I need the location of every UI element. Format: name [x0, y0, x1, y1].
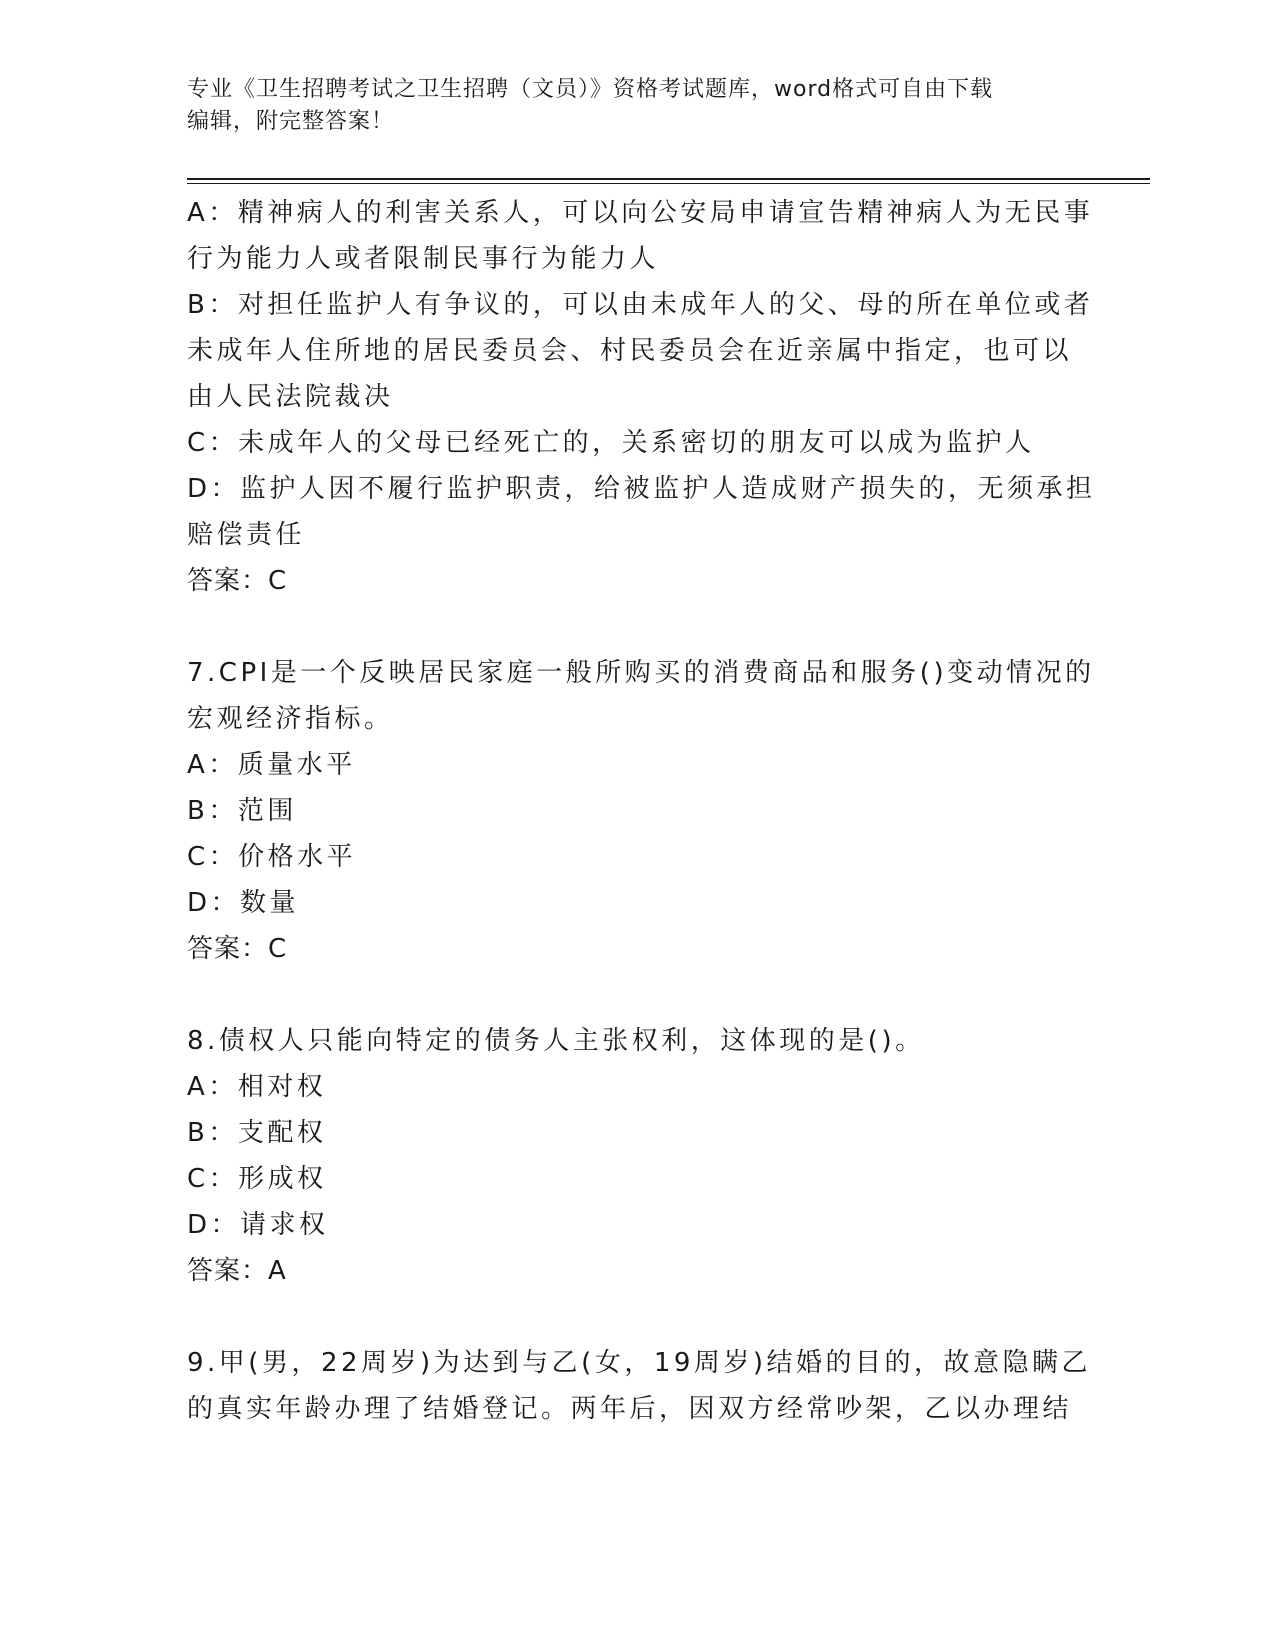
- option-a: A：相对权: [187, 1072, 327, 1102]
- option-c: C：价格水平: [187, 842, 357, 872]
- question-9: [187, 1340, 1092, 1432]
- header-rule-thick: [187, 178, 1150, 180]
- answer: 答案：C: [187, 934, 288, 964]
- option-a: A：质量水平: [187, 750, 356, 780]
- option-d-line-1: D：监护人因不履行监护职责，给被监护人造成财产损失的，无须承担: [187, 474, 1096, 504]
- header-rule-thin: [187, 183, 1150, 184]
- option-c: C：形成权: [187, 1164, 327, 1194]
- option-c: C：未成年人的父母已经死亡的，关系密切的朋友可以成为监护人: [187, 428, 1035, 458]
- spacer: [187, 604, 1087, 650]
- option-a-line-2: 行为能力人或者限制民事行为能力人: [187, 244, 660, 274]
- question-stem-line-2: 宏观经济指标。: [187, 704, 394, 734]
- question-stem-line-1: 9.甲(男，22周岁)为达到与乙(女，19周岁)结婚的目的，故意隐瞒乙: [187, 1348, 1092, 1378]
- question-stem-line-1: 7.CPI是一个反映居民家庭一般所购买的消费商品和服务()变动情况的: [187, 658, 1095, 688]
- option-d: D：数量: [187, 888, 300, 918]
- question-7: [187, 650, 1095, 972]
- option-b-line-1: B：对担任监护人有争议的，可以由未成年人的父、母的所在单位或者: [187, 290, 1094, 320]
- spacer: [187, 1294, 1087, 1340]
- answer: 答案：C: [187, 566, 288, 596]
- option-b: B：支配权: [187, 1118, 327, 1148]
- spacer: [187, 972, 1087, 1018]
- option-d-line-2: 赔偿责任: [187, 520, 306, 550]
- option-d: D：请求权: [187, 1210, 329, 1240]
- answer: 答案：A: [187, 1256, 287, 1286]
- header-line-2: 编辑，附完整答案！: [187, 109, 395, 134]
- option-b-line-3: 由人民法院裁决: [187, 382, 394, 412]
- question-8: [187, 1018, 1087, 1294]
- option-a-line-1: A：精神病人的利害关系人，可以向公安局申请宣告精神病人为无民事: [187, 198, 1094, 228]
- document-body: [187, 190, 1096, 1432]
- option-b-line-2: 未成年人住所地的居民委员会、村民委员会在近亲属中指定，也可以: [187, 336, 1073, 366]
- header-line-1: 专业《卫生招聘考试之卫生招聘（文员）》资格考试题库，word格式可自由下载: [187, 77, 994, 102]
- question-6: [187, 190, 1096, 604]
- option-b: B：范围: [187, 796, 297, 826]
- question-stem-line-1: 8.债权人只能向特定的债务人主张权利，这体现的是()。: [187, 1026, 925, 1056]
- document-header: [187, 74, 1087, 138]
- question-stem-line-2: 的真实年龄办理了结婚登记。两年后，因双方经常吵架，乙以办理结: [187, 1394, 1073, 1424]
